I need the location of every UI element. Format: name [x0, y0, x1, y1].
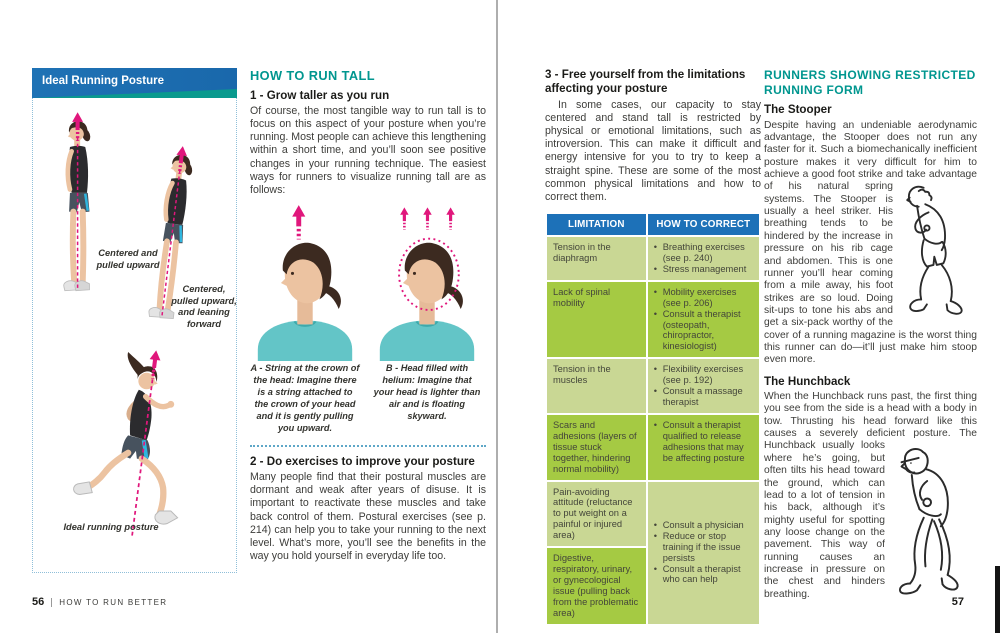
dotted-divider [250, 445, 486, 447]
right-page-right-column [764, 68, 977, 613]
hunchback-text-start: When the Hunchback runs past, the first thing you see from the side is a head with a body in tow. Thrusting his head forward like this causes a severely deficient posture. [764, 391, 977, 440]
correction-item: • Consult a physician [654, 520, 753, 531]
step2-heading: 2 - Do exercises to improve your posture [250, 454, 475, 468]
figure-label-standing: Centered and pulled upward [96, 248, 160, 270]
limitation-cell: Lack of spinal mobility [547, 282, 646, 358]
page-number-left: 56 [32, 596, 45, 608]
limitation-cell: Tension in the diaphragm [547, 237, 646, 280]
limitation-cell: Pain-avoiding attitude (reluctance to put weight on a painful or injured area) [547, 482, 646, 547]
up-arrow-icon [400, 207, 408, 229]
right-page-left-column [545, 68, 761, 626]
book-edge-shadow [995, 566, 1000, 633]
correction-cell [648, 359, 759, 413]
limitations-table [545, 212, 761, 626]
stooper-text-wrap: natural spring systems. The Stooper is usually a heel striker. His breathing tends to be hindered by the increase in pressure on his rib cage and abdomen. This is one runner you’ll hear coming from a mile away, his foot strikes are so loud. Doing sit-ups to tone his abs and get a six-pack worthy of the cover of a running magazine is the worst thing this runner can do—it’ll just make him stoop even more. [764, 181, 977, 366]
running-posture-photo [57, 350, 209, 544]
photo-captions [250, 363, 486, 435]
up-arrow-icon [292, 205, 305, 239]
correction-cell [648, 415, 759, 480]
left-footer [32, 596, 167, 608]
table-header-limitation: LIMITATION [547, 214, 646, 235]
table-row [547, 282, 759, 358]
step3-heading: 3 - Free yourself from the limitations affecting your posture [545, 68, 746, 96]
correction-item: • Stress management [654, 264, 753, 275]
ideal-posture-figure-box [32, 68, 237, 573]
standing-posture-photo [47, 112, 115, 312]
stooper-illustration [899, 181, 977, 325]
figure-label-leaning: Centered, pulled upward, and leaning forward [171, 284, 237, 329]
book-title: HOW TO RUN BETTER [59, 597, 168, 607]
caption-b: B - Head filled with helium: Imagine that your head is lighter than air and is floating skyward. [373, 362, 481, 421]
page-gutter-divider [496, 0, 498, 633]
caption-a: A - String at the crown of the head: Imagine there is a string attached to the crown of your head and it is gently pulling you upward. [250, 362, 360, 433]
step1-heading: 1 - Grow taller as you run [250, 88, 390, 102]
correction-cell-merged [648, 482, 759, 624]
step3-paragraph-text: In some cases, our capacity to stay centered and stand tall is restricted by physical or emotional limitations, such as introversion. This can make it difficult and energy intensive for you to try to keep a straight spine. These are some of the most common physical limitations and how to correct them. [545, 98, 761, 203]
footer-divider [51, 598, 52, 607]
correction-item: • Reduce or stop training if the issue persists [654, 531, 753, 564]
figure-box-title: Ideal Running Posture [42, 75, 165, 87]
photo-string-at-crown [250, 205, 360, 361]
stooper-paragraph [764, 120, 977, 367]
correction-item: • Consult a therapist who can help [654, 564, 753, 586]
page-number-right: 57 [951, 596, 964, 608]
limitation-cell: Tension in the muscles [547, 359, 646, 413]
left-page-text-column [250, 68, 486, 571]
limitation-cell: Scars and adhesions (layers of tissue stuck together, hindering normal mobility) [547, 415, 646, 480]
hunchback-illustration [891, 440, 977, 602]
figure-box-body [32, 98, 237, 573]
table-row [547, 415, 759, 480]
stooper-text-start: Despite having an undeniable aerodynamic advantage, the Stooper does not run any faster for it. Such a biomechanically inefficient posture makes it very difficult for him to achieve a good foot strike and take advantage of his [764, 119, 977, 193]
table-row [547, 482, 759, 547]
up-arrow-icon [423, 207, 431, 229]
visualization-photos [250, 205, 486, 361]
limitation-cell: Digestive, respiratory, urinary, or gynecological issue (pulling back from the problematic area) [547, 548, 646, 624]
correction-item: • Flexibility exercises (see p. 192) [654, 364, 753, 386]
step3-paragraph [545, 99, 761, 204]
section-heading-restricted-form: RUNNERS SHOWING RESTRICTED RUNNING FORM [764, 68, 976, 97]
hunchback-text-wrap: The Hunchback usually looks where he’s going, but often tilts his head toward the ground, which can lead to a lot of tension in his back, although it’s mighty useful for spotting any loose change on the pavement. This way of running causes an increase in pressure on the chest and hinders breathing. [764, 428, 977, 600]
correction-cell [648, 282, 759, 358]
step2-paragraph: Many people find that their postural muscles are dormant and weak after years of disuse. It is important to reactivate these muscles and take back control of them. Postural exercises (see p. 214) can help you to take your running to the next level. What’s more, you’ll see the benefits in the way you hold yourself in everyday life too. [250, 471, 486, 562]
correction-item: • Consult a massage therapist [654, 386, 753, 408]
hunchback-heading: The Hunchback [764, 374, 851, 388]
correction-item: • Consult a therapist qualified to release adhesions that may be affecting posture [654, 420, 753, 464]
correction-cell [648, 237, 759, 280]
photo-head-helium [372, 205, 482, 361]
correction-item: • Consult a therapist (osteopath, chiropractor, kinesiologist) [654, 309, 753, 353]
correction-item: • Breathing exercises (see p. 240) [654, 242, 753, 264]
step1-paragraph: Of course, the most tangible way to run tall is to focus on this aspect of your posture when you’re running. Most people can achieve this lengthening within a short time, and you’ll soon see positive changes in your running technique. The easiest ways for runners to visualize running tall are as follows: [250, 105, 486, 196]
section-heading-how-to-run-tall: HOW TO RUN TALL [250, 68, 375, 83]
hunchback-paragraph [764, 391, 977, 605]
table-row [547, 237, 759, 280]
table-row [547, 359, 759, 413]
figure-box-title-bar [32, 68, 237, 98]
up-arrow-icon [446, 207, 454, 229]
figure-label-running: Ideal running posture [63, 522, 159, 532]
table-header-how-to-correct: HOW TO CORRECT [648, 214, 759, 235]
correction-item: • Mobility exercises (see p. 206) [654, 287, 753, 309]
stooper-heading: The Stooper [764, 103, 832, 117]
